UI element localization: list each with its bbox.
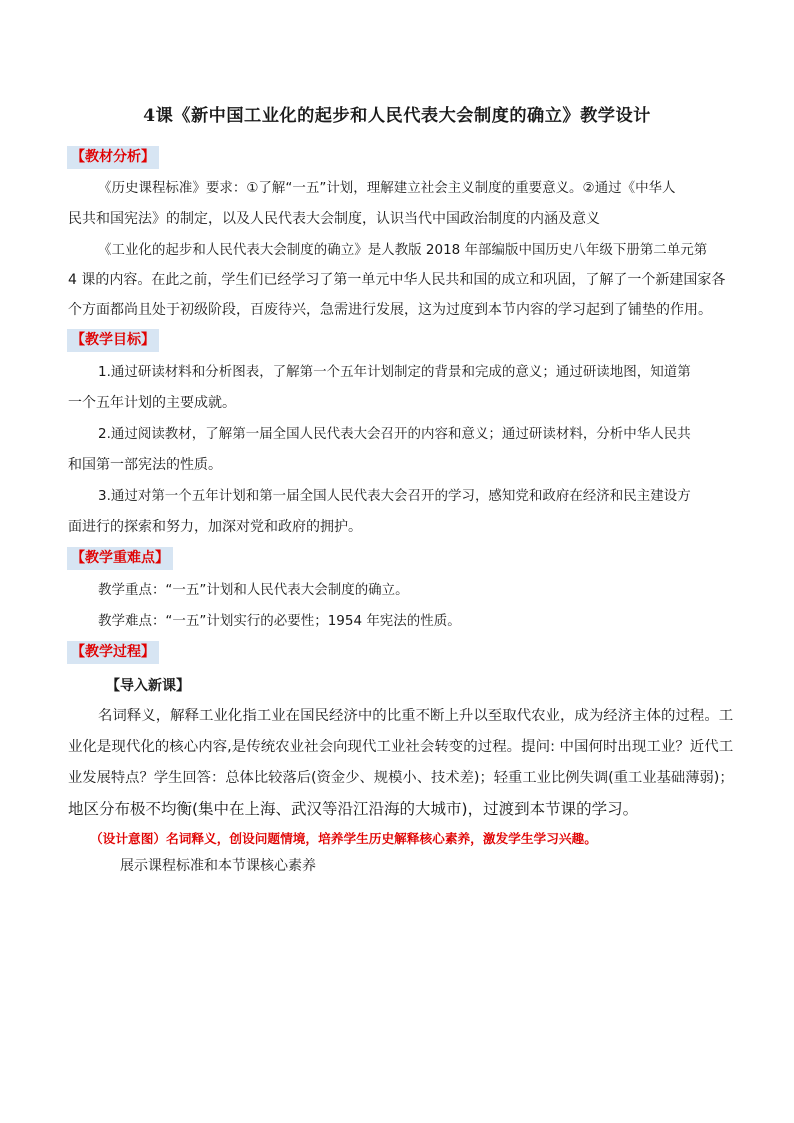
goals-line-1: 1.通过研读材料和分析图表，了解第一个五年计划制定的背景和完成的意义；通过研读地图，知道第 — [98, 364, 691, 380]
subheading-intro: 【导入新课】 — [106, 678, 190, 694]
analysis-line-1: 《历史课程标准》要求：①了解“一五”计划，理解建立社会主义制度的重要意义。②通过《中华人 — [98, 180, 676, 196]
section-heading-goals: 【教学目标】 — [67, 329, 159, 352]
design-intent: （设计意图）名词释义，创设问题情境，培养学生历史解释核心素养，激发学生学习兴趣。 — [90, 831, 597, 846]
analysis-line-4: 4 课的内容。在此之前，学生们已经学习了第一单元中华人民共和国的成立和巩固，了解了一个新建国家各 — [68, 272, 726, 288]
goals-line-5: 3.通过对第一个五年计划和第一届全国人民代表大会召开的学习，感知党和政府在经济和民主建设方 — [98, 488, 691, 504]
goals-line-4: 和国第一部宪法的性质。 — [68, 457, 222, 473]
goals-line-3: 2.通过阅读教材，了解第一届全国人民代表大会召开的内容和意义；通过研读材料，分析中华人民共 — [98, 426, 691, 442]
section-heading-keypoints: 【教学重难点】 — [67, 547, 173, 570]
process-line-2: 业化是现代化的核心内容,是传统农业社会向现代工业社会转变的过程。提问: 中国何时出现工业？近代工 — [68, 739, 734, 755]
process-note: 展示课程标准和本节课核心素养 — [120, 858, 316, 874]
section-heading-process: 【教学过程】 — [67, 641, 159, 664]
analysis-line-3: 《工业化的起步和人民代表大会制度的确立》是人教版 2018 年部编版中国历史八年级下册第二单元第 — [98, 242, 708, 258]
process-line-1: 名词释义，解释工业化指工业在国民经济中的比重不断上升以至取代农业，成为经济主体的过程。工 — [98, 708, 734, 724]
analysis-line-2: 民共和国宪法》的制定，以及人民代表大会制度，认识当代中国政治制度的内涵及意义 — [68, 211, 600, 227]
analysis-line-5: 个方面都尚且处于初级阶段，百废待兴，急需进行发展，这为过度到本节内容的学习起到了铺垫的作用。 — [68, 302, 712, 318]
process-line-3: 业发展特点？学生回答：总体比较落后(资金少、规模小、技术差)；轻重工业比例失调(重工业基础薄弱)； — [68, 770, 734, 786]
document-title: 4课《新中国工业化的起步和人民代表大会制度的确立》教学设计 — [143, 106, 651, 126]
section-heading-analysis: 【教材分析】 — [67, 146, 159, 169]
goals-line-2: 一个五年计划的主要成就。 — [68, 395, 236, 411]
keypoint-focus: 教学重点：“一五”计划和人民代表大会制度的确立。 — [98, 582, 409, 598]
process-line-4: 地区分布极不均衡(集中在上海、武汉等沿江沿海的大城市)，过渡到本节课的学习。 — [68, 800, 639, 818]
keypoint-difficulty: 教学难点：“一五”计划实行的必要性；1954 年宪法的性质。 — [98, 613, 461, 629]
goals-line-6: 面进行的探索和努力，加深对党和政府的拥护。 — [68, 519, 362, 535]
